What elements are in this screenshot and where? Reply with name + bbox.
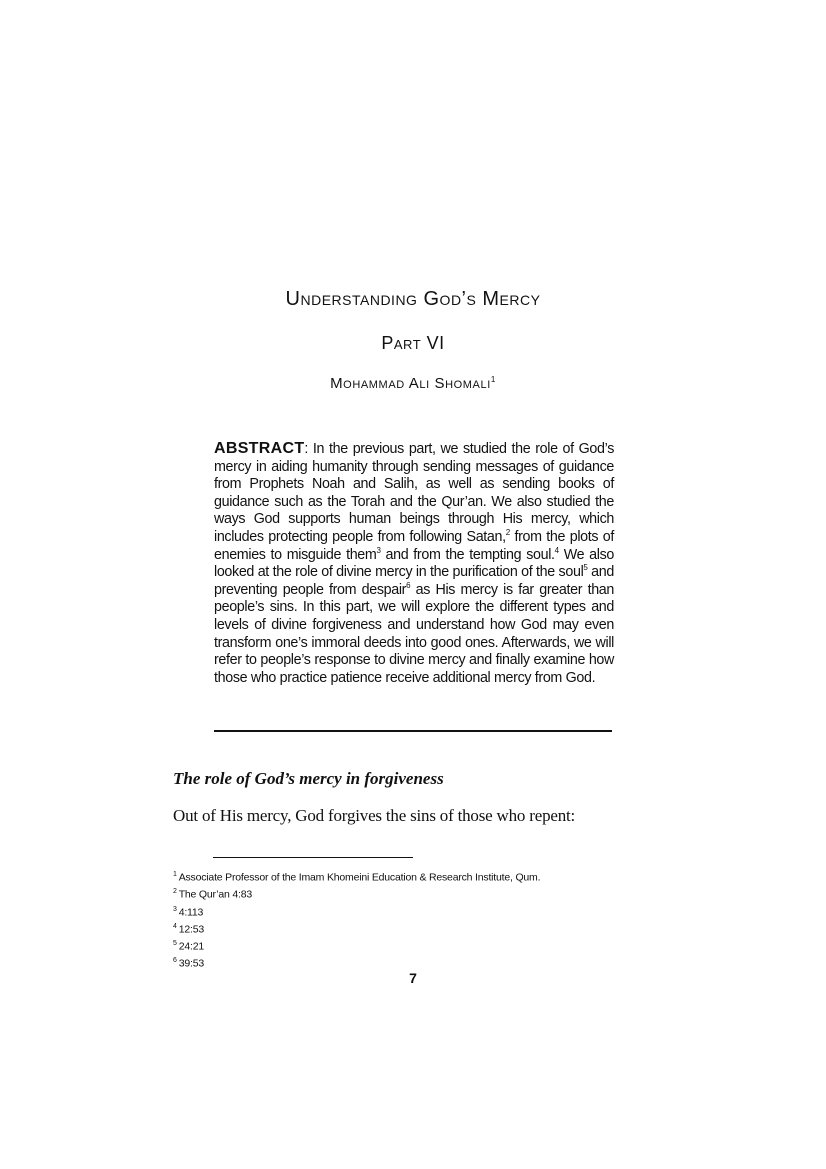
footnote-text: 24:21	[178, 940, 204, 953]
footnote-ref-2: 2	[505, 528, 510, 538]
footnote-divider	[213, 857, 413, 858]
footnote-number: 6	[173, 957, 177, 965]
footnote-text: The Qur’an 4:83	[178, 888, 252, 901]
article-title: Understanding God’s Mercy	[285, 288, 541, 310]
footnote-ref-5: 5	[583, 563, 588, 573]
footnote	[173, 868, 653, 885]
abstract-text-3: and from the tempting soul.	[380, 546, 555, 563]
footnote-text: Associate Professor of the Imam Khomeini Education & Research Institute, Qum.	[178, 871, 541, 884]
abstract-divider	[214, 730, 612, 732]
footnote	[173, 903, 653, 920]
footnote-number: 5	[173, 940, 177, 948]
author-line	[0, 375, 826, 392]
footnote-ref-4: 4	[554, 545, 559, 555]
page-number: 7	[409, 970, 417, 986]
footnote-number: 3	[173, 905, 177, 913]
footnote-text: 4:113	[178, 906, 204, 919]
footnote-ref-1: 1	[490, 375, 496, 384]
footnote-number: 1	[173, 871, 177, 878]
footnote	[173, 885, 653, 902]
footnotes	[173, 868, 653, 972]
abstract-label: ABSTRACT	[214, 440, 305, 457]
footnote	[173, 937, 653, 954]
footnote-number: 4	[173, 922, 177, 930]
part-label: Part VI	[381, 333, 445, 353]
abstract-text-2: from the plots of enemies to misguide them	[214, 528, 614, 563]
section-heading: The role of God’s mercy in forgiveness	[173, 769, 444, 788]
footnote-text: 12:53	[178, 923, 204, 936]
footnote-text: 39:53	[178, 957, 204, 970]
author-name: Mohammad Ali Shomali	[330, 375, 491, 392]
footnote-ref-6: 6	[406, 580, 411, 590]
footnote	[173, 920, 653, 937]
footnote-ref-3: 3	[376, 545, 381, 555]
abstract-text-6: as His mercy is far greater than people’s sins. In this part, we will explore the different types and levels of divine forgiveness and understand how God may even transform one’s immoral deeds into good ones. Afterwards, we will refer to people’s response to divine mercy and finally examine how those who practice patience receive additional mercy from God.	[214, 581, 614, 686]
body-paragraph: Out of His mercy, God forgives the sins of those who repent:	[173, 806, 576, 825]
abstract	[214, 440, 614, 687]
abstract-text-5: and preventing people from despair	[214, 564, 614, 598]
abstract-text-1: : In the previous part, we studied the role of God’s mercy in aiding humanity through sending messages of guidance from Prophets Noah and Salih, as well as sending books of guidance such as the Torah and the Qur’an. We also studied the ways God supports human beings through His mercy, which includes protecting people from following Satan,	[214, 441, 614, 545]
footnote-number: 2	[173, 888, 177, 896]
abstract-text-4: We also looked at the role of divine mercy in the purification of the soul	[214, 546, 615, 581]
